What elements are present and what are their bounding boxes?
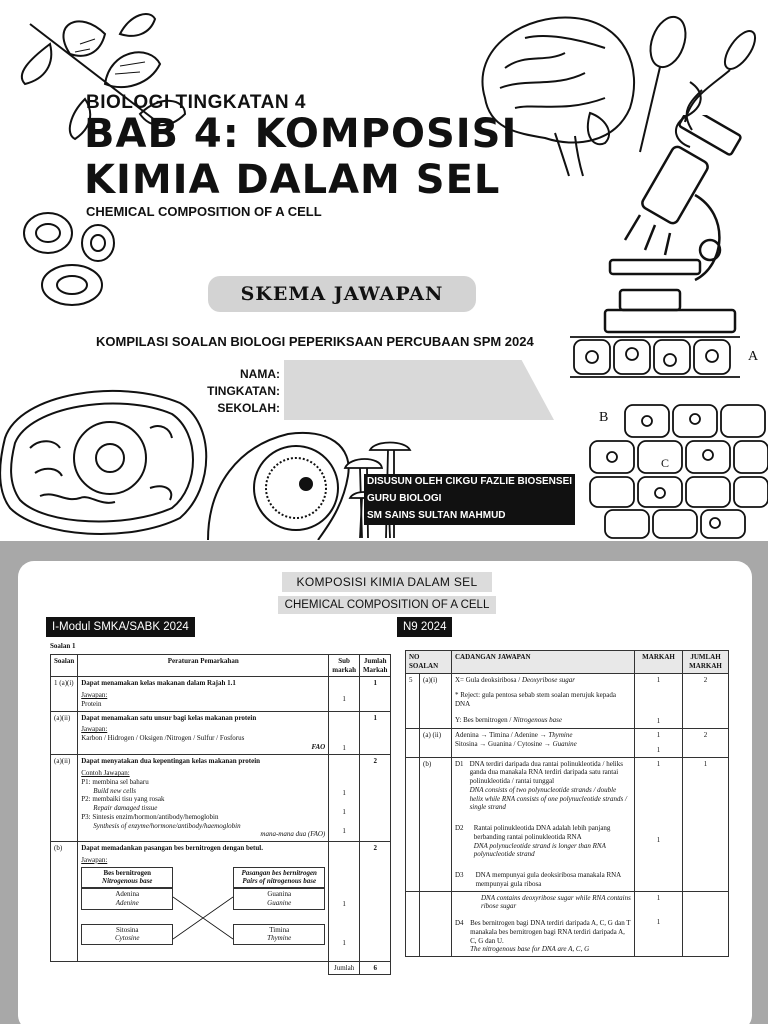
base-name: Timina: [269, 925, 290, 934]
plant-cells-sketch-a: [570, 332, 768, 382]
question-part: (b): [420, 757, 452, 891]
answer-text: Adenina → Timina / Adenine →: [455, 731, 549, 739]
answer-point: P2: membaiki tisu yang rosak: [81, 795, 165, 804]
table-row: [51, 711, 391, 755]
total-mark: 2: [373, 844, 377, 852]
answer-text: Bes bernitrogen bagi DNA terdiri daripada A, C, G dan T manakala bes bernitrogen bagi RNA terdiri daripada A, C, G dan U.: [470, 919, 631, 945]
answer-point-en: Synthesis of enzyme/hormone/antibody/haemoglobin: [93, 821, 241, 830]
answer-text-en: Thymine: [548, 731, 573, 739]
answer-text-en: Deoxyribose sugar: [521, 675, 576, 684]
microscope-sketch: [600, 115, 750, 340]
answer-text: Sitosina → Guanina / Cytosine →: [455, 739, 553, 748]
col-header: CADANGAN JAWAPAN: [452, 651, 635, 674]
base-name: Sitosina: [115, 925, 139, 934]
base-name-en: Thymine: [267, 934, 292, 943]
question-part: (a) (ii): [420, 729, 452, 758]
sub-mark: 1: [342, 826, 346, 835]
criterion: Dapat menyatakan dua kepentingan kelas makanan protein: [81, 757, 261, 766]
answer-text-en: DNA consists of two polynucleotide strands / double helix while RNA consists of one polynucleotide strands / single strand: [469, 785, 627, 812]
criterion: Dapat menamakan satu unsur bagi kelas makanan protein: [81, 713, 257, 722]
base-pair-diagram: [81, 867, 325, 959]
table-row: [51, 755, 391, 842]
chapter-title-line-2: KIMIA DALAM SEL: [84, 157, 501, 203]
point-label: D2: [455, 824, 464, 832]
mark: 1: [656, 717, 661, 726]
answer-text: Y: Bes bernitrogen /: [455, 715, 514, 724]
left-source-tag: I-Modul SMKA/SABK 2024: [46, 617, 195, 637]
answer-point: P3: Sintesis enzim/hormon/antibody/hemoglobin: [81, 812, 219, 821]
question-number: 5: [406, 673, 420, 729]
question-number: (a)(ii): [51, 755, 78, 842]
question-part: (a)(i): [420, 673, 452, 729]
total-mark: 1: [373, 713, 377, 722]
answer-text: Rantai polinukleotida DNA adalah lebih panjang berbanding rantai polinukleotida RNA: [473, 824, 611, 841]
table-row: [51, 842, 391, 962]
col-header: MARKAH: [635, 651, 683, 674]
sub-mark: 1: [342, 900, 346, 908]
base-name: Adenina: [115, 890, 140, 898]
mark: 1: [656, 731, 661, 739]
sub-mark: 1: [342, 695, 346, 704]
mark: 1: [656, 918, 661, 927]
question-number: (a)(ii): [51, 711, 78, 755]
table-row: [406, 673, 729, 729]
form-label: TINGKATAN:: [207, 384, 280, 398]
sum-label: Jumlah: [329, 961, 360, 975]
mark: 1: [656, 759, 661, 768]
left-scheme-table: [50, 654, 391, 976]
answer-text: DNA terdiri daripada dua rantai polinukleotida / heliks ganda dua manakala RNA terdiri daripada satu rantai polinukleotida / rantai tunggal: [469, 759, 623, 785]
criterion: Dapat memadankan pasangan bes bernitrogen dengan betul.: [81, 844, 263, 852]
author-line: DISUSUN OLEH CIKGU FAZLIE BIOSENSEI: [367, 476, 573, 487]
col-header: JUMLAH MARKAH: [683, 651, 729, 674]
pair-header: Bes bernitrogen: [103, 868, 151, 877]
pair-header: Pasangan bes bernitrogen: [241, 868, 317, 877]
school-label: SEKOLAH:: [217, 401, 280, 415]
subject-title: BIOLOGI TINGKATAN 4: [86, 92, 306, 113]
plant-cells-sketch-bc: [585, 395, 768, 540]
answer-text: DNA mempunyai gula deoksiribosa manakala RNA mempunyai gula ribosa: [475, 871, 621, 888]
col-header: Peraturan Pemarkahan: [78, 654, 329, 677]
author-line: SM SAINS SULTAN MAHMUD: [367, 510, 506, 521]
pairing-lines: [173, 889, 233, 959]
question-number: 1 (a)(i): [51, 677, 78, 711]
table-row: [406, 757, 729, 891]
chapter-title-line-1: BAB 4: KOMPOSISI: [84, 111, 518, 157]
answer-text: X= Gula deoksiribosa /: [455, 675, 522, 684]
answer-text: Protein: [81, 699, 102, 708]
reject-note: * Reject: gula pentosa sebab stem soalan merujuk kepada DNA: [455, 691, 616, 708]
sub-mark: 1: [342, 808, 346, 816]
point-label: D1: [455, 759, 464, 768]
mark: 1: [656, 893, 661, 902]
egg-cell-sketch: [198, 426, 358, 540]
base-name: Guanina: [267, 890, 292, 898]
section-heading: KOMPOSISI KIMIA DALAM SEL: [282, 572, 492, 592]
total-mark: 2: [683, 729, 729, 758]
diagram-label-b: B: [599, 410, 609, 425]
diagram-label-c: C: [661, 456, 670, 470]
point-label: D3: [455, 871, 464, 879]
any-two-note: mana-mana dua (FAO): [260, 830, 326, 839]
answer-text-en: Guanine: [552, 739, 577, 748]
pair-header-en: Pairs of nitrogenous base: [242, 877, 317, 886]
left-marking-scheme: [50, 642, 388, 975]
table-row: [406, 891, 729, 957]
question-label: Soalan 1: [50, 642, 76, 650]
mark: 1: [656, 836, 661, 845]
answer-point-en: Repair damaged tissue: [93, 804, 158, 812]
author-line: GURU BIOLOGI: [367, 493, 442, 504]
answer-text-en: Nitrogenous base: [513, 715, 563, 724]
col-header: Soalan: [51, 654, 78, 677]
student-info-labels: [200, 366, 280, 417]
answer-label: Jawapan:: [81, 725, 108, 734]
compilation-title: KOMPILASI SOALAN BIOLOGI PEPERIKSAAN PERCUBAAN SPM 2024: [96, 334, 534, 349]
answer-label: Jawapan:: [81, 855, 108, 864]
section-subheading: CHEMICAL COMPOSITION OF A CELL: [278, 596, 496, 614]
sub-mark: 1: [342, 938, 346, 947]
col-header: Sub markah: [329, 654, 360, 677]
total-mark: 1: [373, 679, 377, 688]
answer-text: Karbon / Hidrogen / Oksigen /Nitrogen / Sulfur / Fosforus: [81, 734, 245, 742]
base-name-en: Adenine: [115, 898, 139, 907]
base-name-en: Cytosine: [114, 934, 140, 943]
right-scheme-table: [405, 650, 729, 957]
student-info-box[interactable]: [284, 360, 554, 420]
sum-row: [51, 961, 391, 975]
sub-mark: 1: [342, 789, 346, 798]
answer-label: Contoh Jawapan:: [81, 769, 130, 777]
mark: 1: [656, 745, 661, 754]
animal-cell-sketch: [0, 378, 215, 540]
total-mark: 2: [683, 673, 729, 729]
answer-point: P1: membina sel baharu: [81, 777, 149, 786]
answer-point-en: Build new cells: [93, 786, 137, 795]
col-header: NO SOALAN: [406, 651, 452, 674]
chapter-title-english: CHEMICAL COMPOSITION OF A CELL: [86, 204, 322, 219]
answer-text-en: DNA contains deoxyribose sugar while RNA contains ribose sugar: [481, 893, 631, 911]
fao-note: FAO: [311, 742, 326, 751]
table-row: [51, 677, 391, 711]
name-label: NAMA:: [240, 367, 280, 381]
answer-label: Jawapan:: [81, 691, 108, 699]
sub-mark: 1: [342, 743, 346, 752]
col-header: Jumlah Markah: [359, 654, 391, 677]
right-marking-scheme: [405, 650, 729, 957]
mark: 1: [656, 675, 661, 684]
sum-total: 6: [373, 963, 377, 972]
base-name-en: Guanine: [267, 898, 292, 907]
diagram-label-a: A: [748, 349, 759, 364]
pair-header-en: Nitrogenous base: [102, 877, 153, 886]
answer-text-en: The nitrogenous base for DNA are A, C, G: [470, 945, 590, 954]
answer-text-en: DNA polynucleotide strand is longer than RNA polynucleotide strand: [473, 841, 606, 859]
total-mark: 2: [373, 757, 377, 766]
blood-cells-sketch: [20, 205, 130, 310]
table-row: [406, 729, 729, 758]
right-source-tag: N9 2024: [397, 617, 452, 637]
author-block: [364, 474, 575, 525]
question-number: (b): [51, 842, 78, 962]
point-label: D4: [455, 919, 464, 927]
answer-scheme-badge: SKEMA JAWAPAN: [208, 276, 476, 312]
total-mark: 1: [683, 757, 729, 891]
criterion: Dapat menamakan kelas makanan dalam Rajah 1.1: [81, 679, 236, 688]
